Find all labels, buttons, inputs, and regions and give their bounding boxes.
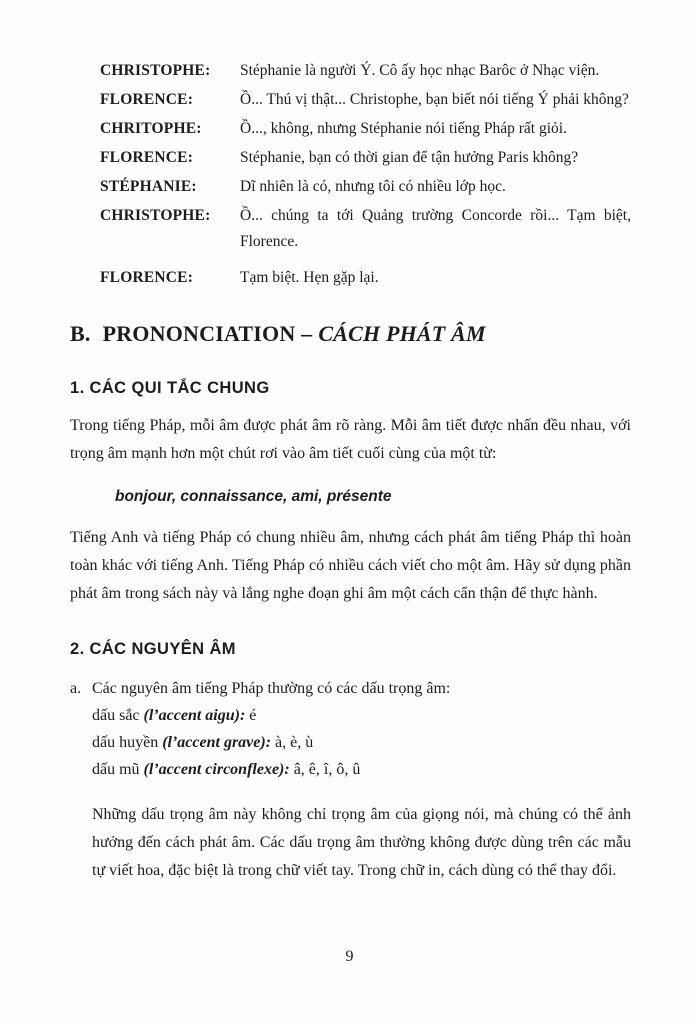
dialogue-line [100, 203, 631, 255]
speaker-utterance: Stéphanie, bạn có thời gian để tận hưởng Paris không? [240, 149, 579, 166]
speaker-name: FLORENCE: [100, 91, 194, 108]
accent-value: à, è, ù [271, 734, 314, 751]
speaker-utterance: Stéphanie là người Ý. Cô ấy học nhạc Barôc ở Nhạc viện. [240, 62, 600, 79]
accent-value: é [245, 707, 257, 724]
speaker-utterance: Ồ..., không, nhưng Stéphanie nói tiếng Pháp rất giỏi. [240, 120, 567, 137]
speaker-name: FLORENCE: [100, 149, 194, 166]
dialogue-line [100, 116, 631, 142]
speaker-utterance: Dĩ nhiên là có, nhưng tôi có nhiều lớp học. [240, 178, 506, 195]
section-b-label: B. [70, 321, 91, 346]
dialogue-line [100, 58, 631, 84]
section-1-example: bonjour, connaissance, ami, présente [115, 488, 392, 505]
section-1-paragraph-2: Tiếng Anh và tiếng Pháp có chung nhiều âm, nhưng cách phát âm tiếng Pháp thì hoàn toàn khác với tiếng Anh. Tiếng Pháp có nhiều cách viết cho một âm. Hãy sử dụng phần phát âm trong sách này và lắng nghe đoạn ghi âm một cách cẩn thận để thực hành. [70, 529, 631, 602]
speaker-name: FLORENCE: [100, 269, 194, 286]
dialogue-line [100, 265, 631, 291]
section-b-heading [70, 321, 631, 347]
dialogue-line [100, 145, 631, 171]
item-a-label: a. [70, 680, 82, 697]
accent-label: dấu sắc [92, 707, 144, 724]
section-2-paragraph: Những dấu trọng âm này không chỉ trọng âm của giọng nói, mà chúng có thể ảnh hưởng đến cách phát âm. Các dấu trọng âm thường không được dùng trên các mẫu tự viết hoa, đặc biệt là trong chữ viết tay. Trong chữ in, cách dùng có thể thay đổi. [92, 806, 631, 879]
page-number: 9 [345, 948, 354, 965]
accent-line-grave [92, 729, 631, 756]
speaker-name: STÉPHANIE: [100, 178, 197, 195]
dialogue-line [100, 174, 631, 200]
section-1-paragraph-1: Trong tiếng Pháp, mỗi âm được phát âm rõ ràng. Mỗi âm tiết được nhấn đều nhau, với trọng âm mạnh hơn một chút rơi vào âm tiết cuối cùng của một từ: [70, 417, 631, 462]
accent-french-term: (l’accent aigu): [143, 707, 246, 724]
speaker-name: CHRISTOPHE: [100, 207, 211, 224]
accent-label: dấu huyền [92, 734, 163, 751]
accent-value: â, ê, î, ô, û [289, 761, 361, 778]
speaker-utterance: Tạm biệt. Hẹn gặp lại. [240, 269, 379, 286]
section-1-heading: 1. CÁC QUI TẮC CHUNG [70, 379, 270, 397]
section-b-subtitle: CÁCH PHÁT ÂM [318, 321, 486, 346]
section-b-title: PRONONCIATION – [102, 321, 313, 346]
accent-label: dấu mũ [92, 761, 144, 778]
accent-line-circonflexe [92, 756, 631, 783]
accent-french-term: (l’accent grave): [162, 734, 272, 751]
speaker-utterance: Ồ... Thú vị thật... Christophe, bạn biết nói tiếng Ý phải không? [240, 91, 629, 108]
dialogue-line [100, 87, 631, 113]
section-2-heading: 2. CÁC NGUYÊN ÂM [70, 640, 236, 658]
accent-line-aigu [92, 702, 631, 729]
accent-french-term: (l’accent circonflexe): [143, 761, 290, 778]
item-a-text: Các nguyên âm tiếng Pháp thường có các dấu trọng âm: [92, 680, 451, 697]
speaker-name: CHRITOPHE: [100, 120, 202, 137]
speaker-name: CHRISTOPHE: [100, 62, 211, 79]
speaker-utterance: Ồ... chúng ta tới Quảng trường Concorde rồi... Tạm biệt, Florence. [240, 207, 631, 250]
dialogue-block [100, 58, 631, 291]
section-2-item-a [70, 675, 631, 702]
